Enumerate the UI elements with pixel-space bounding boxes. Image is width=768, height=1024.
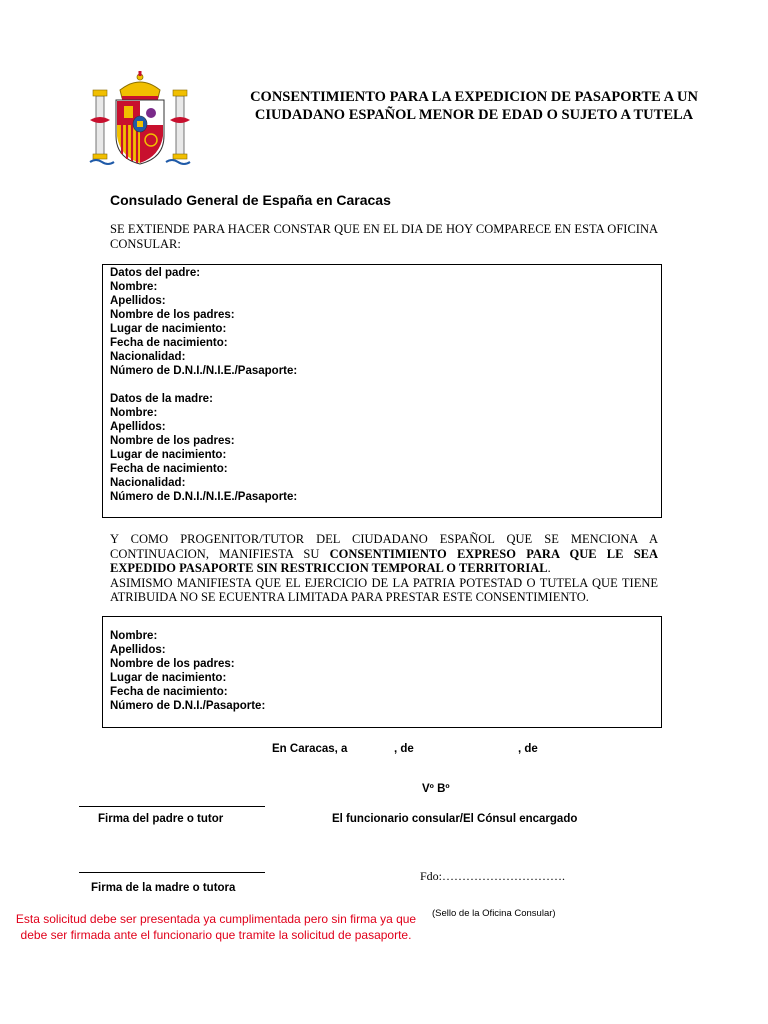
minor-field-parents: Nombre de los padres:: [110, 658, 235, 670]
minor-data-box: [102, 616, 662, 728]
consent-text-1: Y COMO PROGENITOR/TUTOR DEL CIUDADANO ESPAÑOL QUE SE MENCIONA A CONTINUACION, MANIFIESTA SU: [110, 532, 658, 561]
consent-text-bold: CONSENTIMIENTO EXPRESO PARA QUE LE SEA EXPEDIDO PASAPORTE SIN RESTRICCION TEMPORAL O TERRITORIAL: [110, 546, 659, 575]
minor-field-birthplace: Lugar de nacimiento:: [110, 672, 227, 684]
parents-data-box: [102, 264, 662, 518]
father-field-birthdate: Fecha de nacimiento:: [110, 337, 228, 349]
mother-field-name: Nombre:: [110, 407, 158, 419]
date-day-separator: , de: [394, 743, 414, 755]
document-title: CONSENTIMIENTO PARA LA EXPEDICION DE PASAPORTE A UN CIUDADANO ESPAÑOL MENOR DE EDAD O SUJETO A TUTELA: [250, 89, 698, 123]
visto-bueno-label: Vº Bº: [422, 783, 450, 795]
father-field-id-number: Número de D.N.I./N.I.E./Pasaporte:: [110, 365, 298, 377]
fdo-signature-field: Fdo:………………………….: [420, 869, 566, 883]
father-signature-line: [79, 806, 265, 807]
mother-heading: Datos de la madre:: [110, 393, 213, 405]
mother-field-nationality: Nacionalidad:: [110, 477, 186, 489]
consent-statement: [110, 532, 658, 605]
mother-signature-line: [79, 872, 265, 873]
mother-field-surnames: Apellidos:: [110, 421, 166, 433]
mother-field-parents: Nombre de los padres:: [110, 435, 235, 447]
coat-of-arms-logo: [84, 68, 196, 168]
mother-signature-label: Firma de la madre o tutora: [91, 882, 236, 894]
intro-statement: SE EXTIENDE PARA HACER CONSTAR QUE EN EL DIA DE HOY COMPARECE EN ESTA OFICINA CONSULAR:: [110, 222, 658, 251]
father-field-nationality: Nacionalidad:: [110, 351, 186, 363]
mother-field-birthplace: Lugar de nacimiento:: [110, 449, 227, 461]
minor-field-name: Nombre:: [110, 630, 158, 642]
father-heading: Datos del padre:: [110, 267, 201, 279]
place-label: En Caracas, a: [272, 743, 348, 755]
date-month-separator: , de: [518, 743, 538, 755]
minor-field-id-number: Número de D.N.I./Pasaporte:: [110, 700, 266, 712]
father-field-birthplace: Lugar de nacimiento:: [110, 323, 227, 335]
submission-note: Esta solicitud debe ser presentada ya cumplimentada pero sin firma ya que debe ser firmada ante el funcionario que tramite la solicitud de pasaporte.: [15, 912, 417, 942]
minor-field-surnames: Apellidos:: [110, 644, 166, 656]
official-signature-label: El funcionario consular/El Cónsul encargado: [332, 813, 578, 825]
mother-field-birthdate: Fecha de nacimiento:: [110, 463, 228, 475]
father-signature-label: Firma del padre o tutor: [98, 813, 224, 825]
father-field-surnames: Apellidos:: [110, 295, 166, 307]
consent-text-3: ASIMISMO MANIFIESTA QUE EL EJERCICIO DE LA PATRIA POTESTAD O TUTELA QUE TIENE ATRIBUIDA NO SE ECUENTRA LIMITADA PARA PRESTAR ESTE CONSENTIMIENTO.: [110, 575, 658, 604]
consulate-name: Consulado General de España en Caracas: [110, 192, 391, 208]
father-field-name: Nombre:: [110, 281, 158, 293]
mother-field-id-number: Número de D.N.I./N.I.E./Pasaporte:: [110, 491, 298, 503]
consular-seal-label: (Sello de la Oficina Consular): [432, 908, 556, 919]
father-field-parents: Nombre de los padres:: [110, 309, 235, 321]
minor-field-birthdate: Fecha de nacimiento:: [110, 686, 228, 698]
consent-text-2: .: [547, 561, 551, 575]
